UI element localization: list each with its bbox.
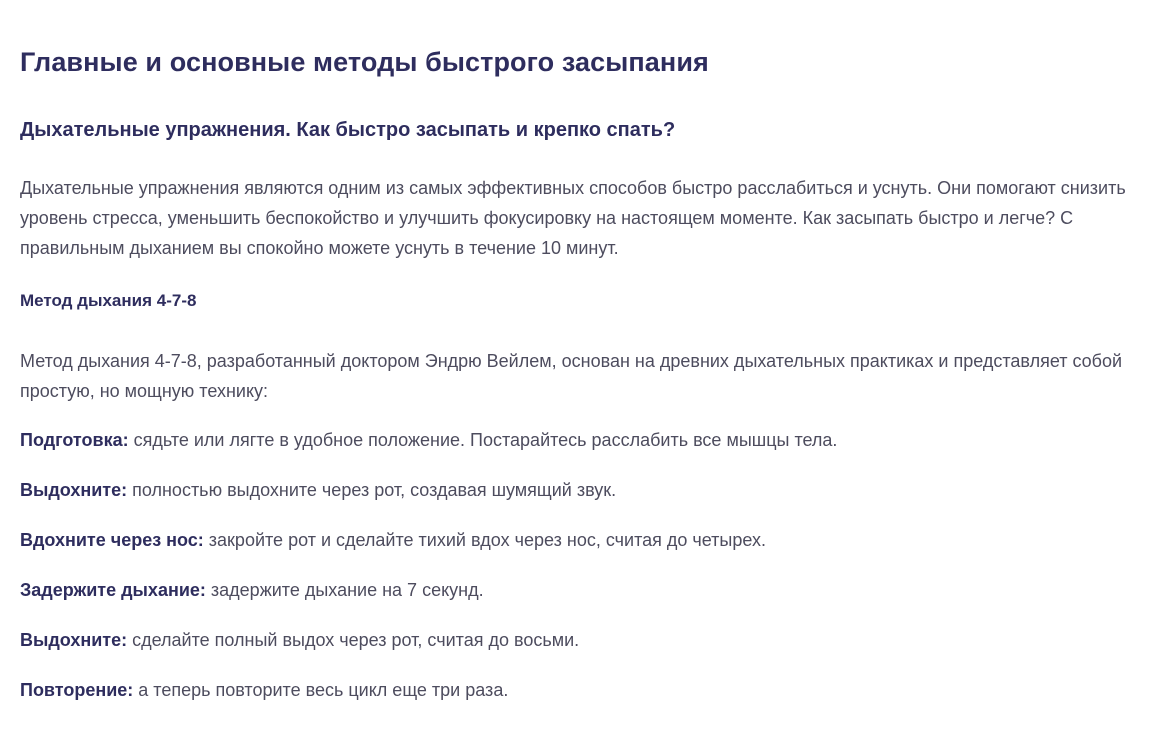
section-subtitle: Дыхательные упражнения. Как быстро засыпать и крепко спать? (20, 119, 676, 141)
step-item (20, 678, 1150, 728)
method-description: Метод дыхания 4-7-8, разработанный доктором Эндрю Вейлем, основан на древних дыхательных практиках и представляет собой простую, но мощную технику: (20, 351, 1123, 401)
step-label: Выдохните: (20, 480, 128, 500)
step-item (20, 478, 1150, 528)
step-item (20, 578, 1150, 628)
step-label: Подготовка: (20, 430, 129, 450)
step-text: полностью выдохните через рот, создавая шумящий звук. (127, 480, 617, 500)
step-label: Повторение: (20, 680, 134, 700)
step-text: закройте рот и сделайте тихий вдох через нос, считая до четырех. (203, 530, 766, 550)
step-text: а теперь повторите весь цикл еще три раза. (133, 680, 509, 700)
step-text: сделайте полный выдох через рот, считая до восьми. (127, 630, 580, 650)
page-title: Главные и основные методы быстрого засыпания (20, 47, 709, 77)
intro-paragraph: Дыхательные упражнения являются одним из самых эффективных способов быстро расслабиться и уснуть. Они помогают снизить уровень стресса, уменьшить беспокойство и улучшить фокусировку на настоящем моменте. Как засыпать быстро и легче? С правильным дыханием вы спокойно можете уснуть в течение 10 минут. (20, 178, 1126, 258)
method-title: Метод дыхания 4-7-8 (20, 291, 197, 310)
step-text: задержите дыхание на 7 секунд. (205, 580, 484, 600)
step-label: Вдохните через нос: (20, 530, 204, 550)
step-item (20, 628, 1150, 678)
steps-list (20, 428, 1150, 728)
step-label: Задержите дыхание: (20, 580, 206, 600)
step-item (20, 428, 1150, 478)
step-label: Выдохните: (20, 630, 128, 650)
step-item (20, 528, 1150, 578)
step-text: сядьте или лягте в удобное положение. Постарайтесь расслабить все мышцы тела. (128, 430, 838, 450)
